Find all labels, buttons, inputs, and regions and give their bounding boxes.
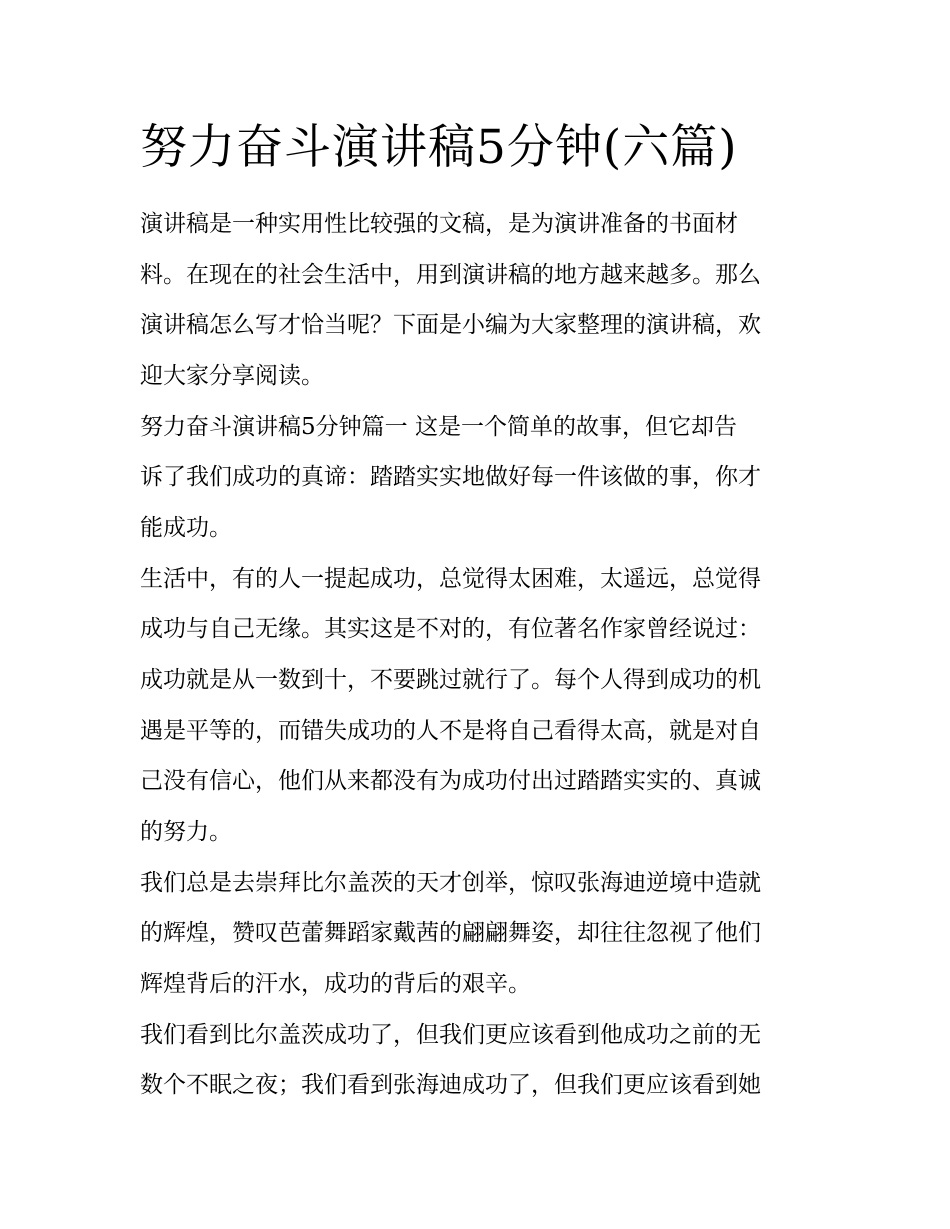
text-line: 遇是平等的，而错失成功的人不是将自己看得太高，就是对自 xyxy=(140,718,761,744)
text-line: 成功与自己无缘。其实这是不对的，有位著名作家曾经说过： xyxy=(140,616,761,642)
text-line: 演讲稿是一种实用性比较强的文稿，是为演讲准备的书面材 xyxy=(140,211,738,237)
text-line: 己没有信心，他们从来都没有为成功付出过踏踏实实的、真诚 xyxy=(140,768,761,794)
text-line: 成功就是从一数到十，不要跳过就行了。每个人得到成功的机 xyxy=(140,667,761,693)
text-line: 我们总是去崇拜比尔盖茨的天才创举，惊叹张海迪逆境中造就 xyxy=(140,870,761,896)
text-line: 生活中，有的人一提起成功，总觉得太困难，太遥远，总觉得 xyxy=(140,566,761,592)
text-line: 演讲稿怎么写才恰当呢？下面是小编为大家整理的演讲稿，欢 xyxy=(140,312,761,338)
document-title: 努力奋斗演讲稿5分钟(六篇) xyxy=(140,120,738,175)
text-line: 能成功。 xyxy=(140,515,232,541)
text-line: 我们看到比尔盖茨成功了，但我们更应该看到他成功之前的无 xyxy=(140,1022,761,1048)
text-line: 的努力。 xyxy=(140,819,232,845)
text-line: 的辉煌，赞叹芭蕾舞蹈家戴茜的翩翩舞姿，却往往忽视了他们 xyxy=(140,920,761,946)
text-line: 料。在现在的社会生活中，用到演讲稿的地方越来越多。那么 xyxy=(140,262,761,288)
text-line: 辉煌背后的汗水，成功的背后的艰辛。 xyxy=(140,971,531,997)
text-line: 数个不眠之夜；我们看到张海迪成功了，但我们更应该看到她 xyxy=(140,1072,761,1098)
text-line: 努力奋斗演讲稿5分钟篇一 这是一个简单的故事，但它却告 xyxy=(140,414,737,440)
text-line: 迎大家分享阅读。 xyxy=(140,363,324,389)
text-line: 诉了我们成功的真谛：踏踏实实地做好每一件该做的事，你才 xyxy=(140,464,761,490)
